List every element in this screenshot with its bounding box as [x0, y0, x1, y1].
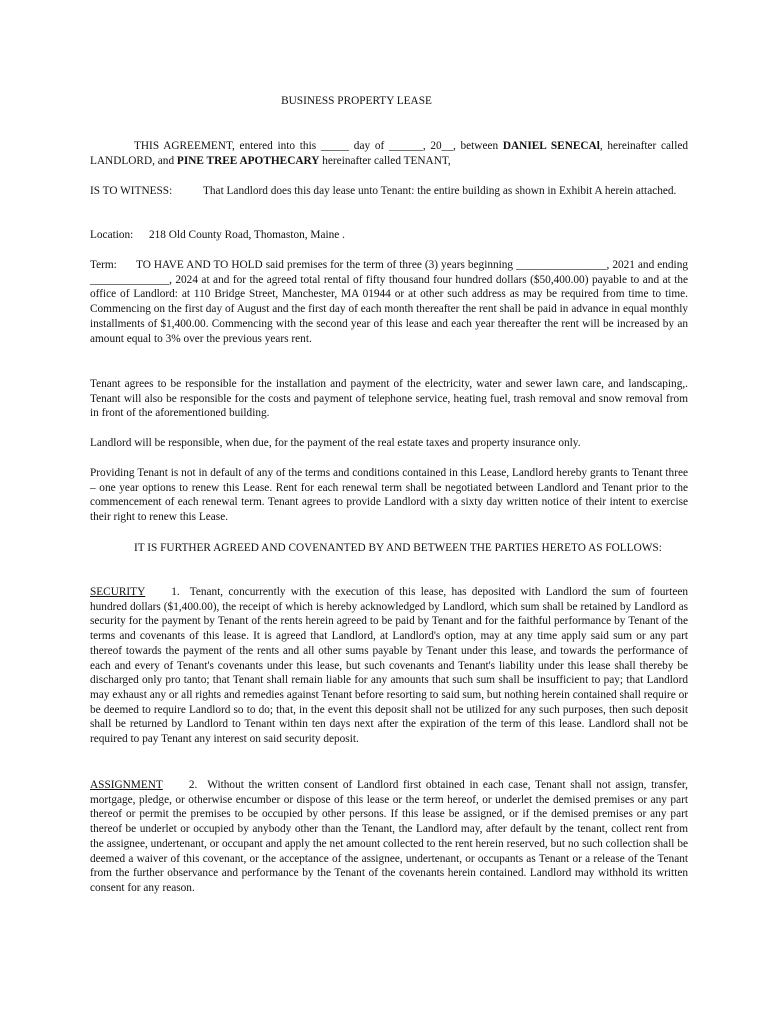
location-paragraph — [90, 228, 688, 243]
term-paragraph — [90, 258, 688, 346]
assignment-number: 2. — [188, 779, 198, 791]
term-label: Term: — [90, 259, 117, 271]
tenant-name: PINE TREE APOTHECARY — [176, 154, 320, 167]
further-agreed-paragraph: IT IS FURTHER AGREED AND COVENANTED BY AND BETWEEN THE PARTIES HERETO AS FOLLOWS: — [134, 542, 662, 554]
witness-text: That Landlord does this day lease unto Tenant: the entire building as shown in Exhibit A herein attached. — [203, 185, 677, 197]
assignment-text: Without the written consent of Landlord first obtained in each case, Tenant shall not assign, transfer, mortgage, pledge, or otherwise encumber or dispose of this lease or the term hereof, or underlet the demised premises or any part thereof or permit the premises to be occupied by other persons. If this lease be assigned, or if the demised premises or any part thereof be underlet or occupied by anybody other than the Tenant, the Landlord may, after default by the tenant, collect rent from the assignee, undertenant, or occupant and apply the net amount collected to the rent herein reserved, but no such collection shall be deemed a waiver of this covenant, or the acceptance of the assignee, undertenant, or occupants as Tenant or a release of the Tenant from the further observance and performance by the Tenant of the covenants herein contained. Landlord may withhold its written consent for any reason. — [90, 779, 688, 894]
witness-label: IS TO WITNESS: — [90, 185, 173, 197]
landlord-name: DANIEL SENECAl — [502, 140, 600, 152]
location-text: 218 Old County Road, Thomaston, Maine . — [149, 229, 345, 241]
witness-paragraph — [90, 184, 688, 199]
location-label: Location: — [90, 229, 134, 241]
tenant-utilities-paragraph: Tenant agrees to be responsible for the installation and payment of the electricity, water and sewer lawn care, and landscaping,. Tenant will also be responsible for the costs and payment of telephone service, heating fuel, trash removal and snow removal from in front of the aforementioned building. — [90, 378, 688, 420]
intro-text-1: THIS AGREEMENT, entered into this _____ day of ______, 20__, between — [134, 140, 503, 152]
security-section — [90, 585, 688, 747]
intro-paragraph — [90, 139, 688, 168]
landlord-taxes-paragraph: Landlord will be responsible, when due, for the payment of the real estate taxes and property insurance only. — [90, 437, 581, 449]
document-title: BUSINESS PROPERTY LEASE — [281, 95, 432, 107]
renewal-paragraph: Providing Tenant is not in default of any of the terms and conditions contained in this Lease, Landlord hereby grants to Tenant three – one year options to renew this Lease. Rent for each renewal term shall be negotiated between Landlord and Tenant prior to the commencement of each renewal term. Tenant agrees to provide Landlord with a sixty day written notice of their intent to exercise their right to renew this Lease. — [90, 467, 688, 524]
intro-text-3: hereinafter called TENANT, — [319, 154, 451, 167]
intro-text-2: , hereinafter called LANDLORD, and — [90, 140, 688, 167]
assignment-heading: ASSIGNMENT — [90, 779, 163, 791]
term-text: TO HAVE AND TO HOLD said premises for the term of three (3) years beginning ________________, 2021 and ending ______________, 2024 at and for the agreed total rental of fifty thousand four hundred dollars ($50,400.00) payable to and at the office of Landlord: at 110 Bridge Street, Manchester, MA 01944 or at other such address as may be required from time to time. Commencing on the first day of August and the first day of each month thereafter the rent shall be paid in advance in equal monthly installments of $1,400.00. Commencing with the second year of this lease and each year thereafter the rent will be increased by an amount equal to 3% over the previous years rent. — [90, 259, 688, 345]
assignment-section — [90, 778, 688, 896]
security-number: 1. — [171, 586, 180, 598]
security-heading: SECURITY — [90, 586, 146, 598]
security-text: Tenant, concurrently with the execution of this lease, has deposited with Landlord the sum of fourteen hundred dollars ($1,400.00), the receipt of which is hereby acknowledged by Landlord, which sum shall be retained by Landlord as security for the payment by Tenant of the rents herein agreed to be paid by Tenant and for the faithful performance by Tenant of the terms and covenants of this lease. It is agreed that Landlord, at Landlord's option, may at any time apply said sum or any part thereof towards the payment of the rents and all other sums payable by Tenant under this lease, and towards the performance of each and every of Tenant's covenants under this lease, but such covenants and Tenant's liability under this lease shall thereby be discharged only pro tanto; that Tenant shall remain liable for any amounts that such sum shall be insufficient to pay; that Landlord may exhaust any or all rights and remedies against Tenant before resorting to said sum, but nothing herein contained shall require or be deemed to require Landlord so to do; that, in the event this deposit shall not be utilized for any such purposes, then such deposit shall be returned by Landlord to Tenant within ten days next after the expiration of the term of this lease. Landlord shall not be required to pay Tenant any interest on said security deposit. — [90, 586, 688, 746]
